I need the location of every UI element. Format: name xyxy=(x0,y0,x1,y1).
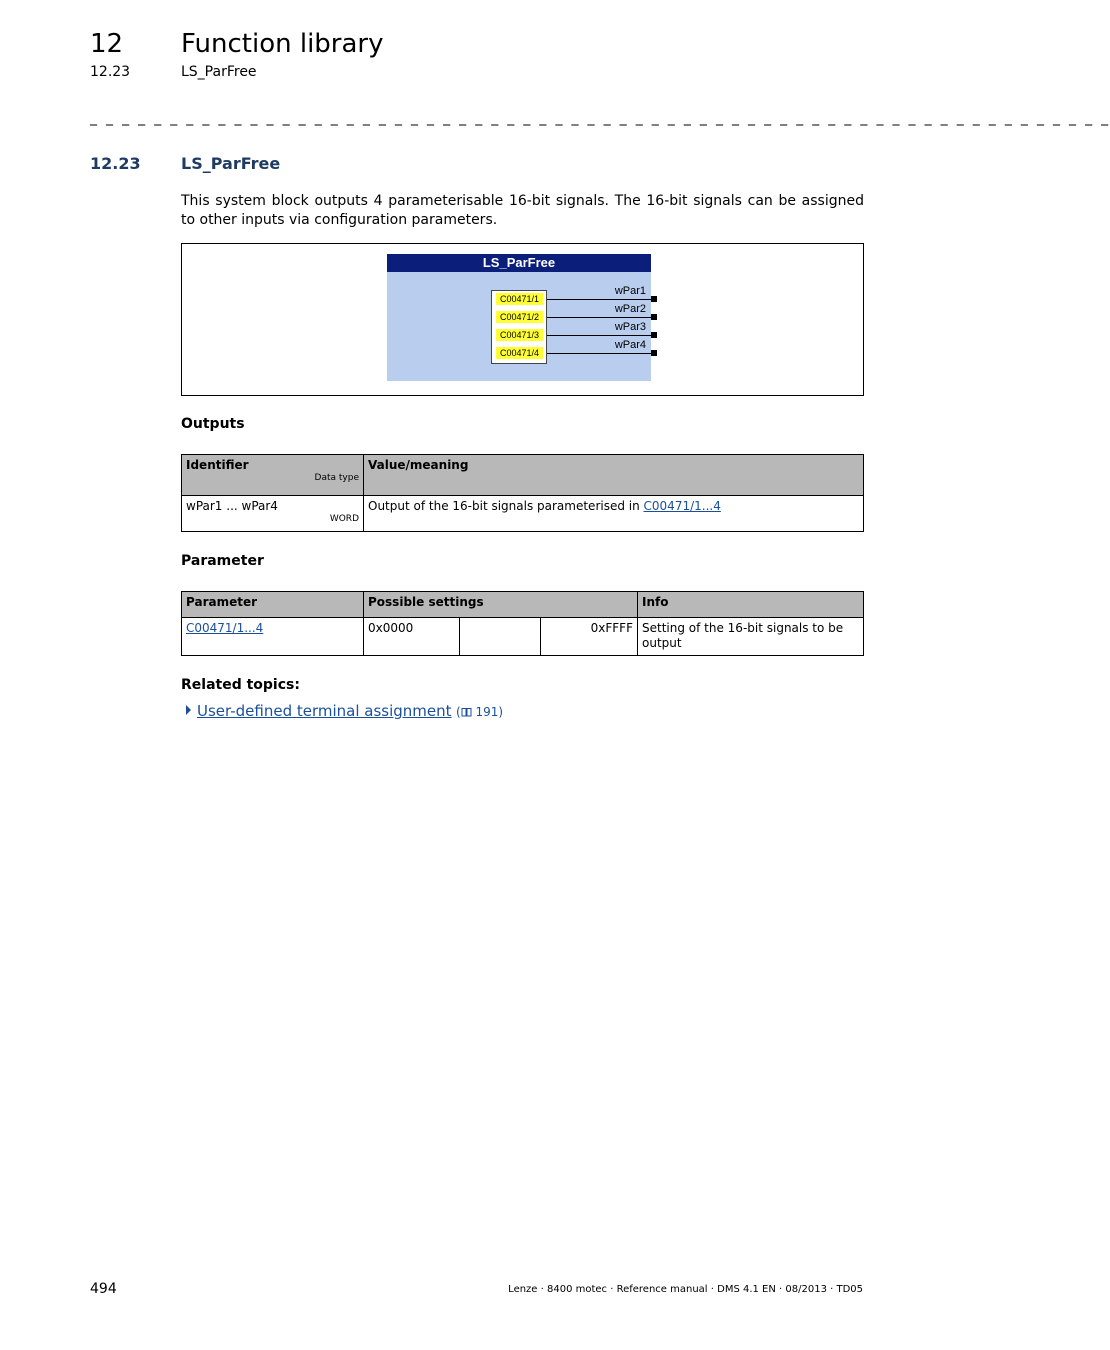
output-terminal-4 xyxy=(651,350,657,356)
param-col-info: Info xyxy=(638,592,864,618)
param-max: 0xFFFF xyxy=(541,618,638,656)
outputs-col-identifier xyxy=(182,455,364,496)
section-title: LS_ParFree xyxy=(181,154,281,173)
output-wire-2 xyxy=(547,317,654,318)
output-label-2: wPar2 xyxy=(614,303,646,315)
output-terminal-3 xyxy=(651,332,657,338)
outputs-datatype: WORD xyxy=(329,514,359,524)
outputs-col-value: Value/meaning xyxy=(364,455,864,496)
header-section-number: 12.23 xyxy=(90,64,131,80)
header-section-title: LS_ParFree xyxy=(181,64,257,80)
output-wire-4 xyxy=(547,353,654,354)
c00471-link[interactable]: C00471/1...4 xyxy=(643,499,721,513)
output-label-1: wPar1 xyxy=(614,285,646,297)
param-min: 0x0000 xyxy=(364,618,460,656)
table-row xyxy=(182,496,864,532)
param-chip-1: C00471/1 xyxy=(496,293,543,305)
intro-paragraph: This system block outputs 4 parameterisable 16-bit signals. The 16-bit signals can be assigned to other inputs via configuration parameters. xyxy=(181,193,864,228)
output-terminal-1 xyxy=(651,296,657,302)
parameter-heading: Parameter xyxy=(181,553,264,569)
param-info: Setting of the 16-bit signals to be output xyxy=(638,618,864,656)
param-chip-3: C00471/3 xyxy=(496,329,543,341)
output-wire-1 xyxy=(547,299,654,300)
book-icon xyxy=(461,707,472,717)
c00471-param-link[interactable]: C00471/1...4 xyxy=(186,621,264,635)
page-reference-number: 191) xyxy=(471,705,504,719)
section-number: 12.23 xyxy=(90,154,141,173)
related-topic-item xyxy=(186,702,503,721)
outputs-table xyxy=(181,454,864,532)
param-col-possible: Possible settings xyxy=(364,592,638,618)
output-wire-3 xyxy=(547,335,654,336)
chapter-number: 12 xyxy=(90,29,124,59)
page-number: 494 xyxy=(90,1281,117,1297)
page-reference-open: ( xyxy=(456,705,461,719)
outputs-identifier: wPar1 ... wPar4 xyxy=(186,499,278,513)
parameter-table xyxy=(181,591,864,656)
param-chip-4: C00471/4 xyxy=(496,347,543,359)
related-topic-link[interactable]: User-defined terminal assignment xyxy=(197,702,452,720)
function-block-title: LS_ParFree xyxy=(387,254,651,272)
param-name-cell xyxy=(182,618,364,656)
outputs-identifier-cell xyxy=(182,496,364,532)
chapter-title: Function library xyxy=(181,29,384,59)
table-row xyxy=(182,618,864,656)
output-label-3: wPar3 xyxy=(614,321,646,333)
outputs-heading: Outputs xyxy=(181,416,245,432)
outputs-meaning-text: Output of the 16-bit signals parameterised in xyxy=(368,499,644,513)
outputs-col-identifier-label: Identifier xyxy=(186,458,249,472)
param-chip-2: C00471/2 xyxy=(496,311,543,323)
page-reference[interactable] xyxy=(456,705,503,719)
outputs-col-datatype: Data type xyxy=(314,473,359,483)
output-terminal-2 xyxy=(651,314,657,320)
param-col-parameter: Parameter xyxy=(182,592,364,618)
footer-text: Lenze · 8400 motec · Reference manual · DMS 4.1 EN · 08/2013 · TD05 xyxy=(508,1284,863,1295)
related-heading: Related topics: xyxy=(181,677,300,693)
arrow-right-icon xyxy=(186,705,191,715)
header-separator: _ _ _ _ _ _ _ _ _ _ _ _ _ _ _ _ _ _ _ _ _ _ _ _ _ _ _ _ _ _ _ _ _ _ _ _ _ _ _ _ _ _ _ _ _ _ _ _ _ _ _ _ _ _ _ _ _ _ _ _ _ _ _ _ xyxy=(90,110,1110,126)
output-label-4: wPar4 xyxy=(614,339,646,351)
outputs-meaning-cell xyxy=(364,496,864,532)
param-empty-cell xyxy=(460,618,541,656)
